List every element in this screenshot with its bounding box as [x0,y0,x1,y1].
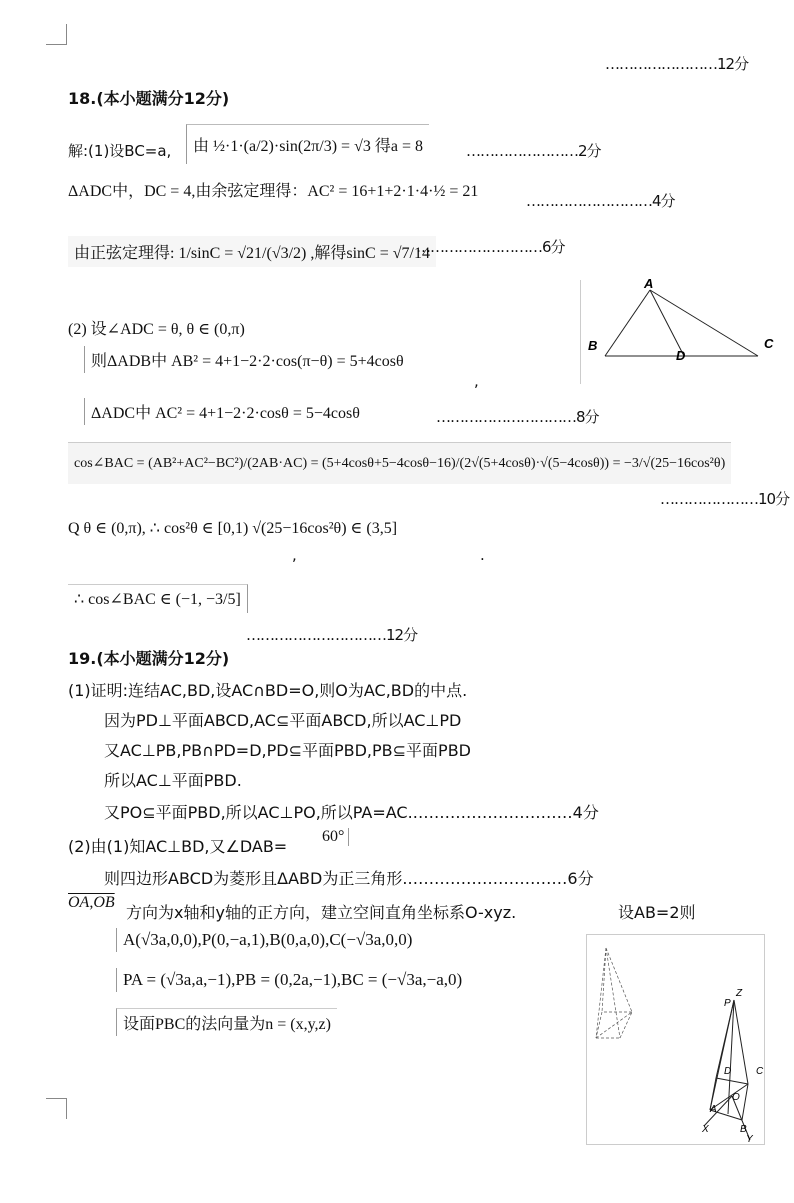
q18-line5-formula: 则ΔADB中 AB² = 4+1−2·2·cos(π−θ) = 5+4cosθ [84,346,410,373]
q19-vectors-oa-ob: OA,OB [68,894,115,911]
fig-label-a: A [644,276,654,291]
q19-para8: 方向为x轴和y轴的正方向，建立空间直角坐标系O-xyz. [126,903,517,922]
q18-line6-formula: ΔADC中 AC² = 4+1−2·2·cosθ = 5−4cosθ [84,398,366,425]
crop-mark-bottom [46,1098,67,1119]
q18-line2-score: ………………………4分 [526,192,675,210]
q19-coord-line: A(√3a,0,0),P(0,−a,1),B(0,a,0),C(−√3a,0,0) [116,928,418,952]
q18-line1-prefix: 解:(1)设BC=a, [68,142,172,160]
q18-line5-comma: , [474,372,479,390]
fig3d-label-y: Y [746,1134,753,1145]
q19-para2: 因为PD⊥平面ABCD,AC⊆平面ABCD,所以AC⊥PD [104,711,462,730]
fig-label-c: C [764,336,774,351]
q18-line6-score: …………………………8分 [436,408,599,426]
fig3d-label-z: Z [736,988,743,999]
pyramid-figure [586,934,766,1146]
q18-line9-score: …………………………12分 [246,626,418,644]
fig3d-label-p: P [724,998,731,1009]
q19-normal-line: 设面PBC的法向量为n = (x,y,z) [116,1008,337,1036]
fig3d-label-o: O [732,1092,740,1103]
q18-line8-comma: , [292,546,297,564]
q19-para3: 又AC⊥PB,PB∩PD=D,PD⊆平面PBD,PB⊆平面PBD [104,741,471,760]
fig-label-d: D [676,348,686,363]
fig3d-label-d: D [724,1066,732,1077]
fig3d-label-b: B [740,1124,747,1135]
q19-para6: (2)由(1)知AC⊥BD,又∠DAB= [68,837,288,856]
fig3d-label-a: A [710,1104,717,1115]
q18-line8-formula: Q θ ∈ (0,π), ∴ cos²θ ∈ [0,1) √(25−16cos²θ) ∈ (3,5] [68,520,398,537]
q19-para4: 所以AC⊥平面PBD. [104,771,242,790]
q18-heading: 18.(本小题满分12分) [68,89,230,108]
fig-label-b: B [588,338,598,353]
q18-line1-formula: 由 ½·1·(a/2)·sin(2π/3) = √3 得a = 8 [186,124,429,164]
q18-line4-formula: (2) 设∠ADC = θ, θ ∈ (0,π) [68,321,245,338]
q18-line7-score: …………………10分 [660,490,790,508]
q19-vector-line: PA = (√3a,a,−1),PB = (0,2a,−1),BC = (−√3a,−a,0) [116,968,468,992]
q18-line1-score: ……………………2分 [466,142,601,160]
q19-para8-tail: 设AB=2则 [618,903,696,922]
score-line: ……………………12分 [605,55,749,73]
q18-line7-formula: cos∠BAC = (AB²+AC²−BC²)/(2AB·AC) = (5+4cosθ+5−4cosθ−16)/(2√(5+4cosθ)·√(5−4cosθ)) = −3/√(25−16cos²θ) [68,442,731,484]
q18-line3-score: ………………………6分 [416,238,565,256]
q18-line9-formula: ∴ cos∠BAC ∈ (−1, −3/5] [68,584,248,613]
fig3d-label-x: X [702,1124,709,1135]
q19-heading: 19.(本小题满分12分) [68,649,230,668]
q19-para5: 又PO⊆平面PBD,所以AC⊥PO,所以PA=AC.…………………………4分 [104,803,599,822]
q18-line3-formula: 由正弦定理得: 1/sinC = √21/(√3/2) ,解得sinC = √7/14 [68,236,436,267]
q19-para7: 则四边形ABCD为菱形且ΔABD为正三角形.…………………………6分 [104,869,594,888]
q18-line8-period: . [480,546,485,564]
triangle-figure [580,276,794,386]
q19-para1: (1)证明:连结AC,BD,设AC∩BD=O,则O为AC,BD的中点. [68,681,468,700]
crop-mark-top [46,24,67,45]
q18-line2-formula: ΔADC中，DC = 4,由余弦定理得：AC² = 16+1+2·1·4·½ = 21 [68,183,479,200]
fig3d-label-c: C [756,1066,764,1077]
q19-angle-value: 60° [318,828,349,846]
